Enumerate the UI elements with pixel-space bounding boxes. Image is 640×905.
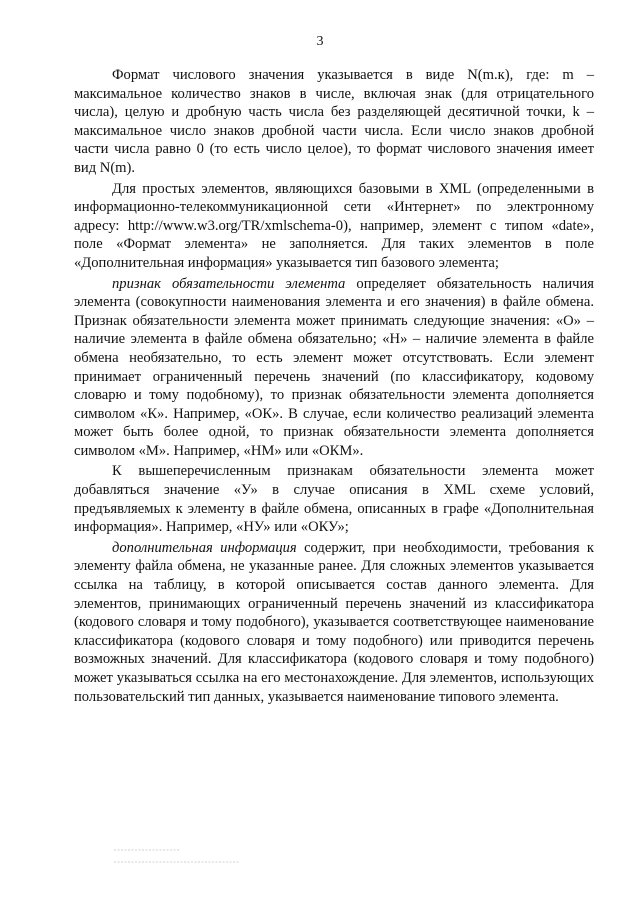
paragraph-conditional-value (74, 462, 594, 536)
paragraph-base-elements (74, 180, 594, 273)
paragraph-text: Формат числового значения указывается в виде N(m.к), где: m – максимальное количество знаков в числе, включая знак (для отрицательного числа), целую и дробную часть числа без разделяющей десятичной точки, k – максимальное число знаков дробной части числа. Если число знаков дробной части числа равно 0 (то есть число целое), то формат числового значения имеет вид N(m). (74, 67, 594, 176)
paragraph-text: К вышеперечисленным признакам обязательности элемента может добавляться значение «У» в случае описания в XML схеме условий, предъявляемых к элементу в файле обмена, описанных в графе «Дополнительная информация». Например, «НУ» или «ОКУ»; (74, 463, 594, 536)
document-body (74, 66, 594, 708)
paragraph-text: содержит, при необходимости, требования к элементу файла обмена, не указанные ранее. Для сложных элементов указывается ссылка на таблицу, в которой описывается состав данного элемента. Для элементов, принимающих ограниченный перечень значений из классификатора (кодового словаря и тому подобного), указывается соответствующее наименование классификатора (кодового словаря и тому подобного) или приводится перечень возможных значений. Для классификатора (кодового словаря и тому подобного) может указываться ссылка на его местонахождение. Для элементов, использующих пользовательский тип данных, указывается наименование типового элемента. (74, 539, 594, 705)
footer-watermark-stamp (112, 845, 242, 873)
paragraph-number-format (74, 66, 594, 178)
paragraph-additional-info (74, 539, 594, 706)
paragraph-required-attribute (74, 275, 594, 461)
faint-stamp-graphic (112, 845, 242, 869)
paragraph-text: определяет обязательность наличия элемента (совокупности наименования элемента и его значения) в файле обмена. Признак обязательности элемента может принимать следующие значения: «О» – наличие элемента в файле обмена обязательно; «Н» – наличие элемента в файле обмена необязательно, то есть элемент может отсутствовать. Если элемент принимает ограниченный перечень значений (по классификатору, кодовому словарю и тому подобному), то признак обязательности элемента дополняется символом «К». Например, «ОК». В случае, если количество реализаций элемента может быть более одной, то признак обязательности элемента дополняется символом «М». Например, «НМ» или «ОКМ». (74, 275, 594, 459)
paragraph-italic-lead: дополнительная информация (112, 539, 297, 556)
paragraph-text: Для простых элементов, являющихся базовыми в XML (определенными в информационно-телекоммуникационной сети «Интернет» по электронному адресу: http://www.w3.org/TR/xmlschema-0), например, элемент с типом «date», поле «Формат элемента» не заполняется. Для таких элементов в поле «Дополнительная информация» указывается тип базового элемента; (74, 180, 594, 271)
page-number: 3 (316, 34, 324, 49)
paragraph-italic-lead: признак обязательности элемента (112, 275, 346, 292)
